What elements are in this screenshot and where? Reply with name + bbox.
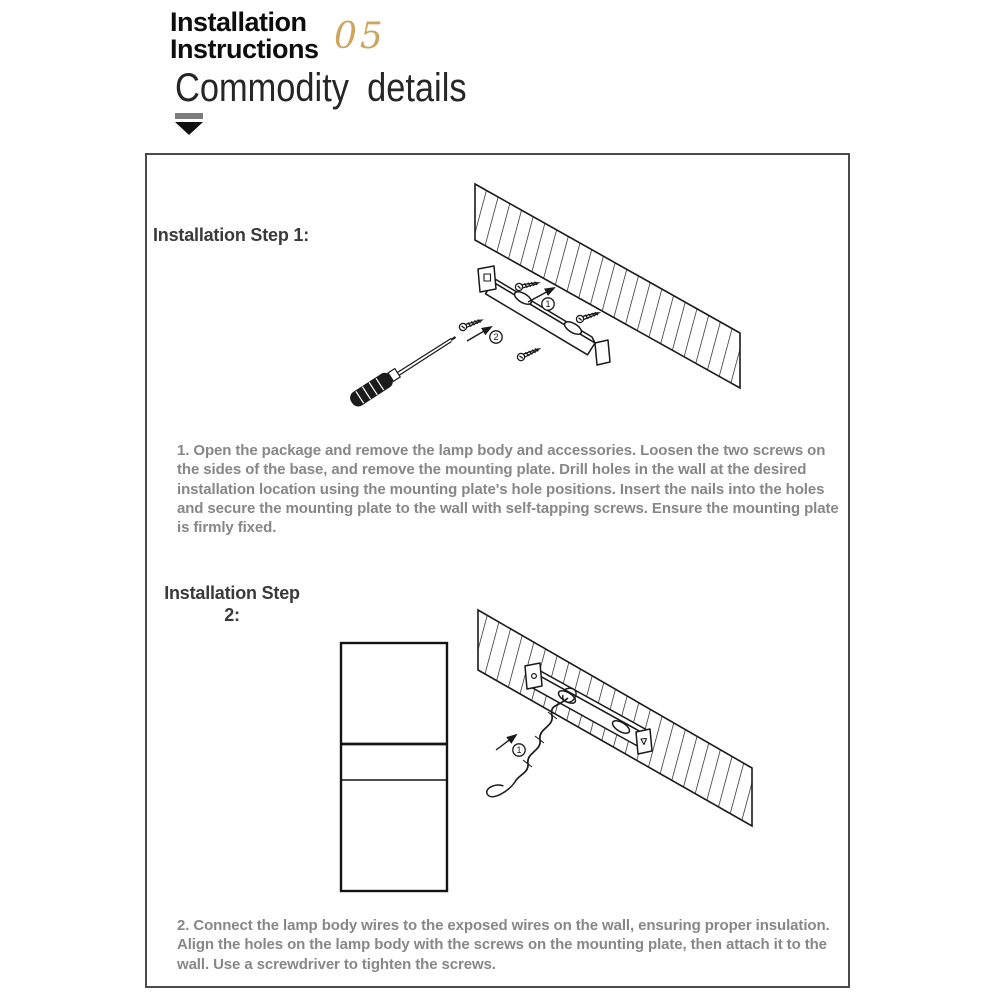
screwdriver-icon: [348, 337, 455, 408]
svg-text:1: 1: [545, 299, 551, 310]
callout-1-badge: [513, 744, 525, 756]
chevron-down-icon: [175, 122, 203, 135]
page-title-line1: Installation: [170, 7, 307, 37]
svg-text:2: 2: [493, 332, 499, 343]
screw-icon: [516, 345, 543, 362]
svg-text:1: 1: [516, 745, 522, 756]
screw-icon: [575, 309, 602, 324]
callout-1-badge: [542, 298, 554, 310]
arrow-icon: [467, 327, 491, 341]
step2-body: 2. Connect the lamp body wires to the exposed wires on the wall, ensuring proper insulation. Align the holes on the lamp body with the screws on the mounting plate, then attach it to the wall. Use a screwdriver to tighten the screws.: [177, 917, 830, 973]
screw-icon: [515, 279, 542, 291]
lamp-body-drawing: [341, 643, 447, 891]
step1-illustration: [330, 170, 755, 420]
page-number: 05: [334, 16, 386, 57]
page-title-line2: Instructions: [170, 34, 319, 64]
callout-2-badge: [490, 331, 502, 343]
screw-icon: [458, 316, 485, 332]
step1-heading: Installation Step 1:: [153, 225, 310, 245]
scroll-down-icon: [175, 113, 203, 119]
page-subtitle: Commodity details: [175, 66, 467, 110]
step2-heading: [152, 582, 312, 626]
step2-illustration: [330, 598, 760, 898]
step1-body: 1. Open the package and remove the lamp body and accessories. Loosen the two screws on the sides of the base, and remove the mounting plate. Drill holes in the wall at the desired installation location using the mounting plate's hole positions. Insert the nails into the holes and secure the mounting plate to the wall with self-tapping screws. Ensure the mounting plate is firmly fixed.: [177, 442, 839, 537]
page-title: [170, 9, 319, 63]
step2-heading-line1: Installation Step: [164, 583, 300, 603]
step2-heading-line2: 2:: [224, 605, 240, 625]
